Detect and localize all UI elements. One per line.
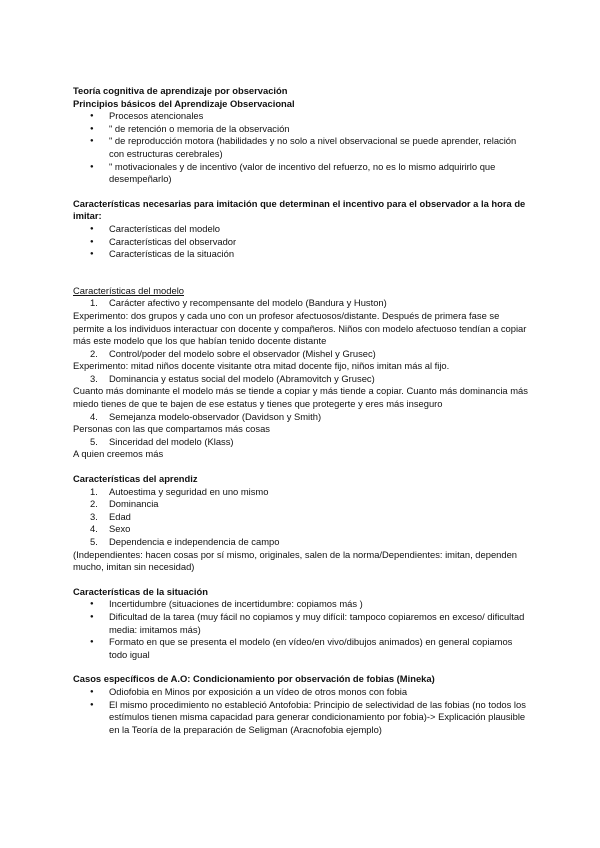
list-item: ● Características de la situación bbox=[73, 248, 528, 261]
paragraph: A quien creemos más bbox=[73, 448, 164, 460]
paragraph: Experimento: dos grupos y cada uno con un profesor afectuosos/distante. Después de primera fase se permite a los individuos interactuar con docente y compañeros. Niños con modelo afectuoso tendían a copiar más este modelo que los que habían tenido docente distante bbox=[73, 309, 527, 347]
list-number: 4. bbox=[90, 410, 98, 422]
list-item: ● Características del modelo bbox=[73, 223, 528, 236]
paragraph: (Independientes: hacen cosas por sí mismo, originales, salen de la norma/Dependientes: imitan, dependen mucho, imitan sin necesidad) bbox=[73, 548, 518, 573]
modelo-item-3 bbox=[73, 373, 528, 386]
casos-list bbox=[73, 686, 528, 736]
list-item: ● " de reproducción motora (habilidades y no solo a nivel observacional se puede aprender, relación con estructuras cerebrales) bbox=[73, 135, 528, 160]
list-item: ● Dificultad de la tarea (muy fácil no copiamos y muy difícil: tampoco copiaremos en exceso/ dificultad media: imitamos más) bbox=[73, 611, 528, 636]
modelo-item-1 bbox=[73, 297, 528, 310]
list-item: Sinceridad del modelo (Klass) bbox=[109, 435, 234, 447]
list-number: 2. bbox=[90, 498, 98, 510]
list-item: Dependencia e independencia de campo bbox=[109, 536, 280, 547]
list-number: 5. bbox=[90, 536, 98, 547]
list-item: ● Características del observador bbox=[73, 236, 528, 249]
list-number: 5. bbox=[90, 435, 98, 447]
modelo-item-4 bbox=[73, 411, 528, 424]
caracteristicas-list bbox=[73, 223, 528, 261]
list-number: 2. bbox=[90, 347, 98, 359]
section-title-modelo: Características del modelo bbox=[73, 284, 184, 296]
modelo-item-2 bbox=[73, 348, 528, 361]
list-number: 3. bbox=[90, 372, 98, 384]
doc-title: Teoría cognitiva de aprendizaje por observación bbox=[73, 85, 288, 96]
list-number: 4. bbox=[90, 523, 98, 535]
list-item: ● Formato en que se presenta el modelo (en vídeo/en vivo/dibujos animados) en general copiamos todo igual bbox=[73, 636, 528, 661]
list-item: Control/poder del modelo sobre el observador (Mishel y Grusec) bbox=[109, 347, 376, 359]
list-item: ● El mismo procedimiento no estableció Antofobia: Principio de selectividad de las fobias (no todos los estímulos tienen misma capacidad para generar condicionamiento por fobia)-> Explicación plausible en la Teoría de la preparación de Seligman (Aracnofobia ejemplo) bbox=[73, 699, 528, 737]
list-item: ● Odiofobia en Minos por exposición a un vídeo de otros monos con fobia bbox=[73, 686, 528, 699]
section-title-situacion: Características de la situación bbox=[73, 585, 208, 597]
list-item: Dominancia y estatus social del modelo (Abramovitch y Grusec) bbox=[109, 372, 375, 384]
list-item: Autoestima y seguridad en uno mismo bbox=[109, 485, 269, 497]
list-item: ● " de retención o memoria de la observación bbox=[73, 123, 528, 136]
list-item: Carácter afectivo y recompensante del modelo (Bandura y Huston) bbox=[109, 297, 387, 309]
section-title-principios: Principios básicos del Aprendizaje Observacional bbox=[73, 97, 295, 109]
paragraph: Personas con las que compartamos más cosas bbox=[73, 423, 270, 435]
list-number: 1. bbox=[90, 485, 98, 497]
paragraph: Experimento: mitad niños docente visitante otra mitad docente fijo, niños imitan más al fijo. bbox=[73, 360, 450, 372]
list-item: ● Incertidumbre (situaciones de incertidumbre: copiamos más ) bbox=[73, 598, 528, 611]
situacion-list bbox=[73, 598, 528, 661]
document-page bbox=[73, 85, 528, 736]
section-title-aprendiz: Características del aprendiz bbox=[73, 473, 198, 485]
modelo-item-5 bbox=[73, 436, 528, 449]
list-item: ● Procesos atencionales bbox=[73, 110, 528, 123]
list-item: Dominancia bbox=[109, 498, 159, 510]
paragraph: Cuanto más dominante el modelo más se tiende a copiar y más tiende a copiar. Cuanto más dominancia más miedo tienes de que te bajen de ese estatus y tienes que protegerte y eres más inseguro bbox=[73, 385, 528, 410]
list-number: 3. bbox=[90, 510, 98, 522]
list-item: ● " motivacionales y de incentivo (valor de incentivo del refuerzo, no es lo mismo adquirirlo que desempeñarlo) bbox=[73, 161, 528, 186]
list-number: 1. bbox=[90, 297, 98, 309]
section-title-caracteristicas-necesarias: Características necesarias para imitación que determinan el incentivo para el observador a la hora de imitar: bbox=[73, 197, 526, 222]
list-item: Semejanza modelo-observador (Davidson y Smith) bbox=[109, 410, 322, 422]
list-item: Edad bbox=[109, 510, 131, 522]
section-title-casos: Casos específicos de A.O: Condicionamiento por observación de fobias (Mineka) bbox=[73, 673, 435, 685]
aprendiz-list bbox=[73, 486, 528, 549]
principios-list bbox=[73, 110, 528, 186]
list-item: Sexo bbox=[109, 523, 131, 535]
